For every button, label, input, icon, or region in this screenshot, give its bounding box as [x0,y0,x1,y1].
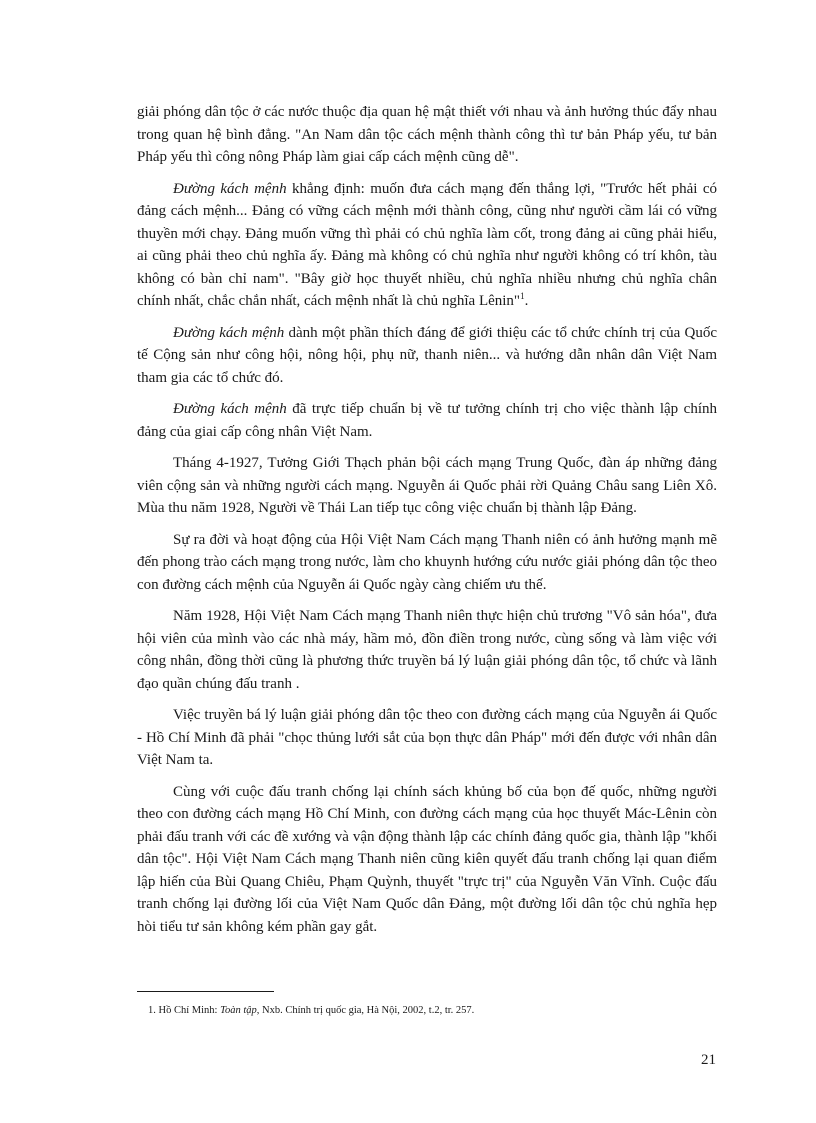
paragraph-3 [137,322,717,390]
paragraph-6: Sự ra đời và hoạt động của Hội Việt Nam Cách mạng Thanh niên có ảnh hưởng mạnh mẽ đến phong trào cách mạng trong nước, làm cho khuynh hướng cứu nước giải phóng dân tộc theo con đường cách mệnh của Nguyễn ái Quốc ngày càng chiếm ưu thế. [137,531,717,593]
book-title: Đường kách mệnh [173,324,285,341]
paragraph-7: Năm 1928, Hội Việt Nam Cách mạng Thanh niên thực hiện chủ trương "Vô sản hóa", đưa hội viên của mình vào các nhà máy, hầm mỏ, đồn điền trong nước, cùng sống và làm việc với công nhân, đồng thời cũng là phương thức truyền bá lý luận giải phóng dân tộc, tổ chức và lãnh đạo quần chúng đấu tranh . [137,608,717,692]
footnote-title: Toàn tập [220,1005,257,1016]
footnote-rest: , Nxb. Chính trị quốc gia, Hà Nội, 2002, t.2, tr. 257. [256,1005,475,1016]
book-title: Đường kách mệnh [173,180,287,197]
paragraph-5: Tháng 4-1927, Tưởng Giới Thạch phản bội cách mạng Trung Quốc, đàn áp những đảng viên cộng sản và những người cách mạng. Nguyễn ái Quốc phải rời Quảng Châu sang Liên Xô. Mùa thu năm 1928, Người về Thái Lan tiếp tục công việc chuẩn bị thành lập Đảng. [137,455,717,516]
footnote-prefix: 1. Hồ Chí Minh: [148,1005,221,1016]
paragraph-end: . [524,293,529,309]
paragraph-1: giải phóng dân tộc ở các nước thuộc địa quan hệ mật thiết với nhau và ảnh hưởng thúc đẩy nhau trong quan hệ bình đẳng. "An Nam dân tộc cách mệnh thành công thì tư bản Pháp yếu, tư bản Pháp yếu thì công nông Pháp làm giai cấp cách mệnh cũng dễ". [137,104,717,165]
footnote [148,1004,708,1018]
paragraph-4 [137,398,717,443]
paragraph-8: Việc truyền bá lý luận giải phóng dân tộc theo con đường cách mạng của Nguyễn ái Quốc - Hồ Chí Minh đã phải "chọc thủng lưới sắt của bọn thực dân Pháp" mới đến được với nhân dân Việt Nam ta. [137,707,717,768]
paragraph-text: dành một phần thích đáng để giới thiệu các tổ chức chính trị của Quốc tế Cộng sản như công hội, nông hội, phụ nữ, thanh niên... và hướng dẫn nhân dân Việt Nam tham gia các tổ chức đó. [137,324,718,386]
paragraph-text: đã trực tiếp chuẩn bị về tư tưởng chính trị cho việc thành lập chính đảng của giai cấp công nhân Việt Nam. [137,401,717,440]
paragraph-text: khẳng định: muốn đưa cách mạng đến thắng lợi, "Trước hết phải có đảng cách mệnh... Đảng có vững cách mệnh mới thành công, cũng như người cầm lái có vững thuyền mới chạy. Đảng muốn vững thì phải có chủ nghĩa làm cốt, trong đảng ai cũng phải hiểu, ai cũng phải theo chủ nghĩa ấy. Đảng mà không có chủ nghĩa như người không có trí khôn, tàu không có bàn chỉ nam". "Bây giờ học thuyết nhiều, chủ nghĩa nhiều nhưng chủ nghĩa chân chính nhất, chắc chắn nhất, cách mệnh nhất là chủ nghĩa Lênin" [137,180,717,309]
page-body [137,101,717,947]
footnote-divider [137,991,274,992]
paragraph-2 [137,178,717,313]
book-title: Đường kách mệnh [173,401,287,417]
paragraph-9: Cùng với cuộc đấu tranh chống lại chính sách khủng bố của bọn đế quốc, những người theo con đường cách mạng Hồ Chí Minh, con đường cách mạng của học thuyết Mác-Lênin còn phải đấu tranh với các đề xướng và vận động thành lập các chính đảng quốc gia, thành lập "khối dân tộc". Hội Việt Nam Cách mạng Thanh niên cũng kiên quyết đấu tranh chống lại quan điểm lập hiến của Bùi Quang Chiêu, Phạm Quỳnh, thuyết "trực trị" của Nguyễn Văn Vĩnh. Cuộc đấu tranh chống lại đường lối của Việt Nam Quốc dân Đảng, một đường lối dân tộc chủ nghĩa hẹp hòi tiểu tư sản không kém phần gay gắt. [137,783,717,935]
page-number: 21 [701,1052,716,1068]
footnote-ref[interactable]: 1 [520,291,525,301]
